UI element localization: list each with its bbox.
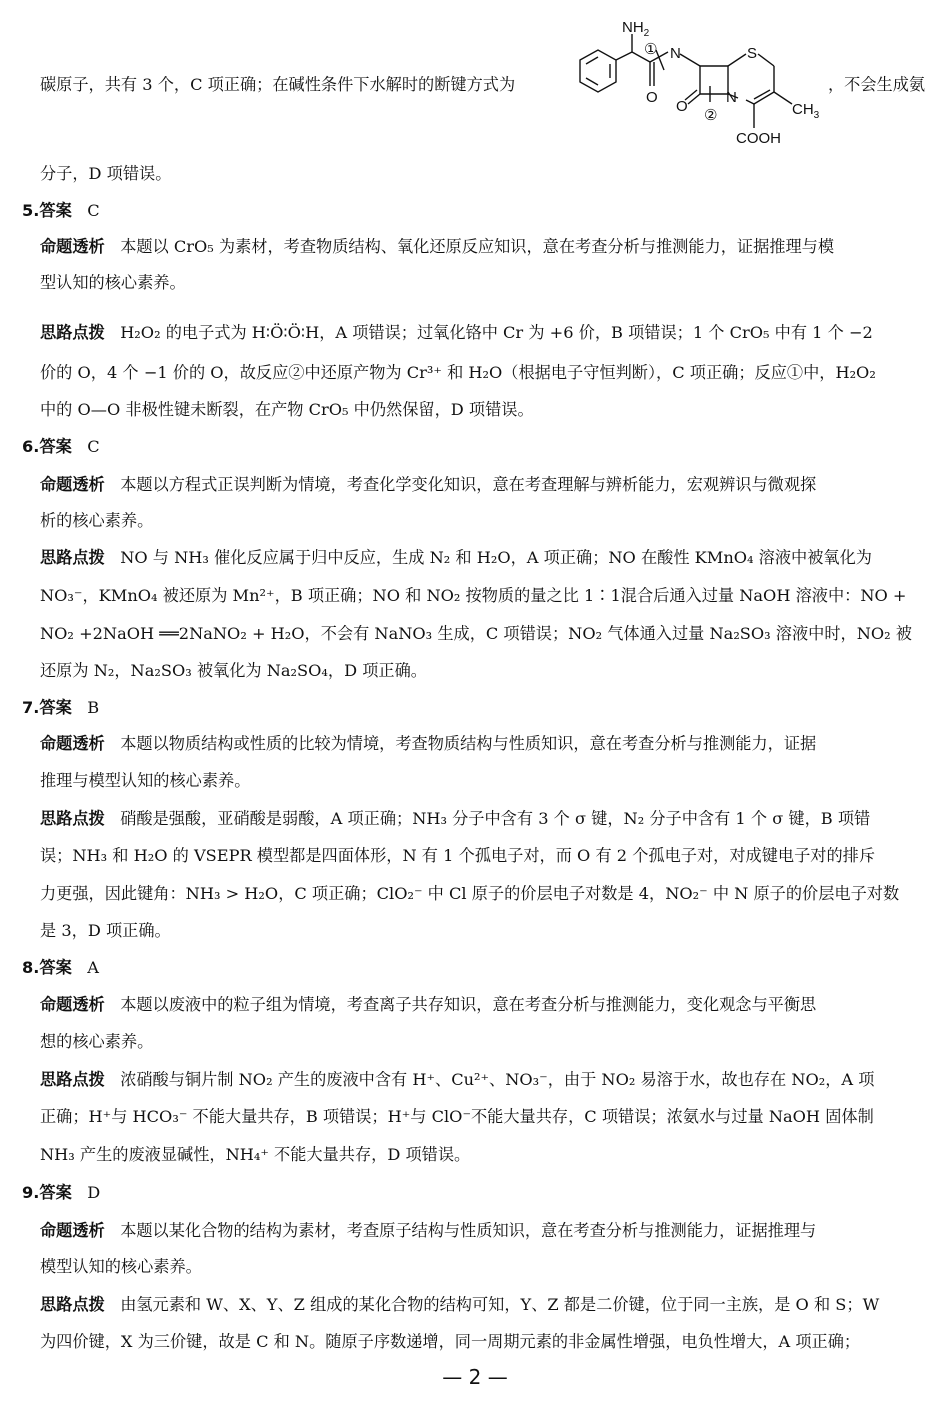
q7-sl-3: 力更强，因此键角：NH₃ > H₂O，C 项正确；ClO₂⁻ 中 Cl 原子的价层电子对数是 4，NO₂⁻ 中 N 原子的价层电子对数	[40, 884, 900, 903]
struct-mark-1: ①	[644, 41, 658, 58]
top-line-after: ，不会生成氨	[828, 75, 926, 94]
q9-mt-1: 命题透析 本题以某化合物的结构为素材，考查原子结构与性质知识，意在考查分析与推测能力，证据推理与	[40, 1221, 817, 1240]
q6-mt-2: 析的核心素养。	[40, 511, 154, 530]
q6-mt-1: 命题透析 本题以方程式正误判断为情境，考查化学变化知识，意在考查理解与辨析能力，宏观辨识与微观探	[40, 475, 817, 494]
struct-ch3: $CH_3$	[792, 101, 820, 121]
q6-answer: 6.答案 C	[22, 437, 100, 456]
struct-n1: N	[670, 45, 681, 62]
struct-cooh: COOH	[736, 130, 781, 147]
q7-sl-2: 误；NH₃ 和 H₂O 的 VSEPR 模型都是四面体形，N 有 1 个孤电子对，而 O 有 2 个孤电子对，对成键电子对的排斥	[40, 846, 876, 865]
q9-sl-1: 思路点拨 由氢元素和 W、X、Y、Z 组成的某化合物的结构可知，Y、Z 都是二价键，位于同一主族，是 O 和 S；W	[40, 1295, 880, 1314]
struct-n2: N	[726, 89, 737, 106]
q6-sl-1: 思路点拨 NO 与 NH₃ 催化反应属于归中反应，生成 N₂ 和 H₂O，A 项正确；NO 在酸性 KMnO₄ 溶液中被氧化为	[40, 548, 872, 567]
q5-sl-2: 价的 O，4 个 −1 价的 O，故反应②中还原产物为 Cr³⁺ 和 H₂O（根据电子守恒判断），C 项正确；反应①中，H₂O₂	[40, 363, 876, 382]
q8-answer: 8.答案 A	[22, 958, 99, 977]
q5-mt-1: 命题透析 本题以 CrO₅ 为素材，考查物质结构、氧化还原反应知识，意在考查分析与推测能力，证据推理与模	[40, 237, 835, 256]
chemical-structure	[560, 12, 830, 152]
q5-sl-3: 中的 O—O 非极性键未断裂，在产物 CrO₅ 中仍然保留，D 项错误。	[40, 400, 534, 419]
q6-sl-3: NO₂ +2NaOH ══2NaNO₂ + H₂O，不会有 NaNO₃ 生成，C 项错误；NO₂ 气体通入过量 Na₂SO₃ 溶液中时，NO₂ 被	[40, 624, 912, 643]
q5-answer: 5.答案 C	[22, 201, 100, 220]
page-number: — 2 —	[442, 1365, 508, 1389]
q6-sl-4: 还原为 N₂，Na₂SO₃ 被氧化为 Na₂SO₄，D 项正确。	[40, 661, 427, 680]
top-line-before: 碳原子，共有 3 个，C 项正确；在碱性条件下水解时的断键方式为	[40, 75, 516, 94]
q8-mt-2: 想的核心素养。	[40, 1032, 154, 1051]
struct-mark-2: ②	[704, 107, 718, 124]
top-line-2: 分子，D 项错误。	[40, 164, 172, 183]
q8-sl-3: NH₃ 产生的废液显碱性，NH₄⁺ 不能大量共存，D 项错误。	[40, 1145, 471, 1164]
struct-s: S	[747, 45, 758, 62]
q7-sl-4: 是 3，D 项正确。	[40, 921, 171, 940]
q7-answer: 7.答案 B	[22, 698, 100, 717]
q5-sl-1: 思路点拨 H₂O₂ 的电子式为 H∶Ö∶Ö∶H，A 项错误；过氧化铬中 Cr 为 +6 价，B 项错误；1 个 CrO₅ 中有 1 个 −2	[40, 323, 873, 342]
q8-mt-1: 命题透析 本题以废液中的粒子组为情境，考查离子共存知识，意在考查分析与推测能力，变化观念与平衡思	[40, 995, 817, 1014]
q7-mt-1: 命题透析 本题以物质结构或性质的比较为情境，考查物质结构与性质知识，意在考查分析与推测能力，证据	[40, 734, 817, 753]
q9-answer: 9.答案 D	[22, 1183, 101, 1202]
q9-sl-2: 为四价键，X 为三价键，故是 C 和 N。随原子序数递增，同一周期元素的非金属性增强，电负性增大，A 项正确；	[40, 1332, 861, 1351]
struct-o2: O	[676, 98, 688, 115]
q8-sl-2: 正确；H⁺与 HCO₃⁻ 不能大量共存，B 项错误；H⁺与 ClO⁻不能大量共存，C 项错误；浓氨水与过量 NaOH 固体制	[40, 1107, 874, 1126]
q7-mt-2: 推理与模型认知的核心素养。	[40, 771, 251, 790]
q6-sl-2: NO₃⁻，KMnO₄ 被还原为 Mn²⁺，B 项正确；NO 和 NO₂ 按物质的量之比 1∶1混合后通入过量 NaOH 溶液中：NO +	[40, 586, 907, 605]
q9-mt-2: 模型认知的核心素养。	[40, 1257, 202, 1276]
struct-nh2: $NH_2$	[622, 19, 650, 39]
struct-o1: O	[646, 89, 658, 106]
q5-mt-2: 型认知的核心素养。	[40, 273, 186, 292]
q7-sl-1: 思路点拨 硝酸是强酸，亚硝酸是弱酸，A 项正确；NH₃ 分子中含有 3 个 σ 键，N₂ 分子中含有 1 个 σ 键，B 项错	[40, 809, 871, 828]
q8-sl-1: 思路点拨 浓硝酸与铜片制 NO₂ 产生的废液中含有 H⁺、Cu²⁺、NO₃⁻，由于 NO₂ 易溶于水，故也存在 NO₂，A 项	[40, 1070, 875, 1089]
